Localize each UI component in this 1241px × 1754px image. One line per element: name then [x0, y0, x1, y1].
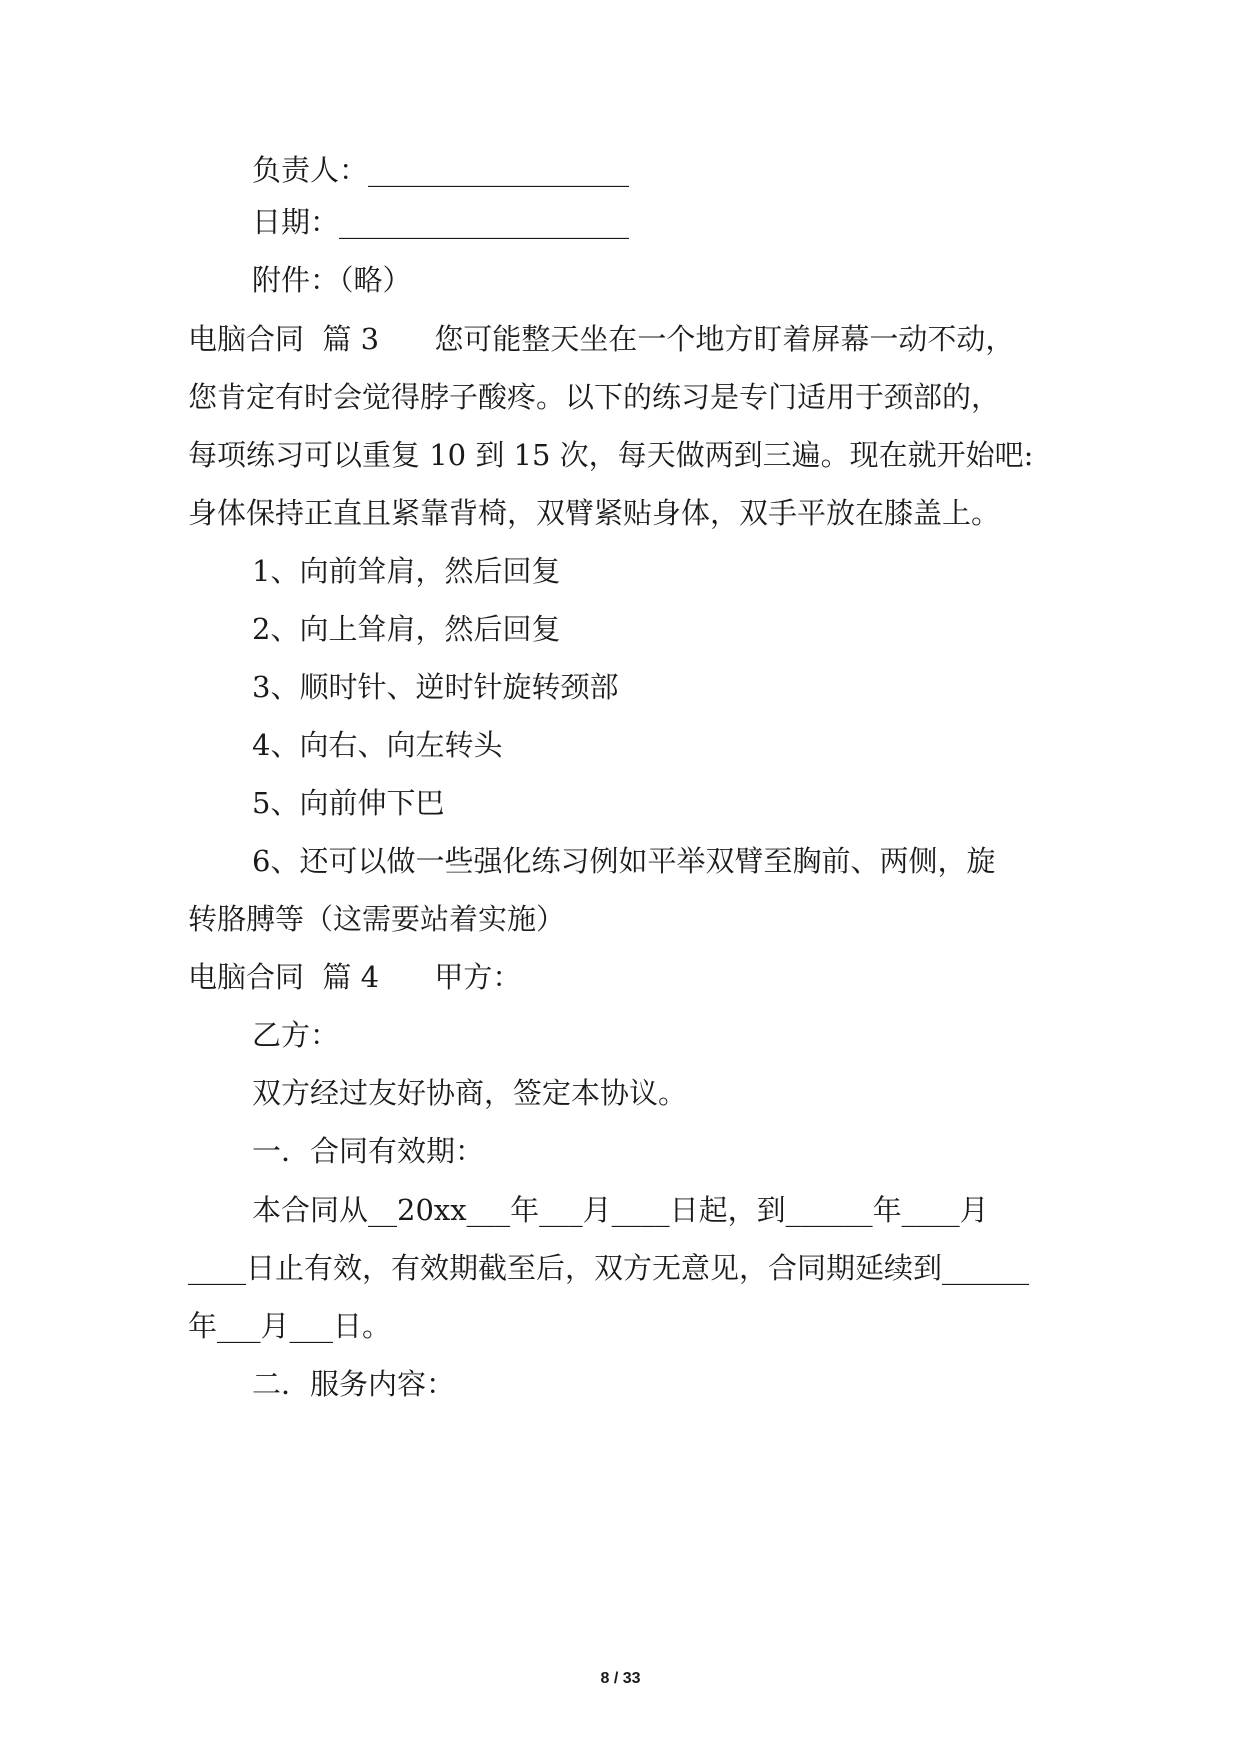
page-number: 8 / 33 [600, 1670, 641, 1687]
list-item: 2、向上耸肩，然后回复 [252, 612, 561, 646]
section-3-heading-line: 电脑合同 篇 3 您可能整天坐在一个地方盯着屏幕一动不动， [188, 322, 1015, 356]
party-b-line: 乙方： [252, 1018, 340, 1052]
date-line: 日期：____________________ [252, 205, 630, 239]
list-item: 1、向前耸肩，然后回复 [252, 554, 561, 588]
paragraph-line: 每项练习可以重复 10 到 15 次，每天做两到三遍。现在就开始吧: [188, 438, 1034, 472]
list-item: 6、还可以做一些强化练习例如平举双臂至胸前、两侧，旋 [252, 844, 996, 878]
clause-text-line: 年___月___日。 [188, 1309, 392, 1343]
clause-heading: 二．服务内容： [252, 1367, 456, 1401]
attachment-line: 附件：（略） [252, 263, 412, 297]
paragraph-line: 您肯定有时会觉得脖子酸疼。以下的练习是专门适用于颈部的， [188, 380, 1001, 414]
clause-text-line: ____日止有效，有效期截至后，双方无意见，合同期延续到______ [188, 1251, 1030, 1285]
section-4-heading-line: 电脑合同 篇 4 甲方： [188, 960, 522, 994]
agreement-intro-line: 双方经过友好协商，签定本协议。 [252, 1076, 688, 1110]
list-item: 5、向前伸下巴 [252, 786, 445, 820]
list-item-continuation: 转胳膊等（这需要站着实施） [188, 902, 566, 936]
list-item: 4、向右、向左转头 [252, 728, 503, 762]
responsible-person-line: 负责人：__________________ [252, 153, 630, 187]
paragraph-line: 身体保持正直且紧靠背椅，双臂紧贴身体，双手平放在膝盖上。 [188, 496, 1001, 530]
list-item: 3、顺时针、逆时针旋转颈部 [252, 670, 619, 704]
clause-heading: 一．合同有效期： [252, 1134, 485, 1168]
clause-text-line: 本合同从__20xx___年___月____日起，到______年____月 [252, 1193, 989, 1227]
